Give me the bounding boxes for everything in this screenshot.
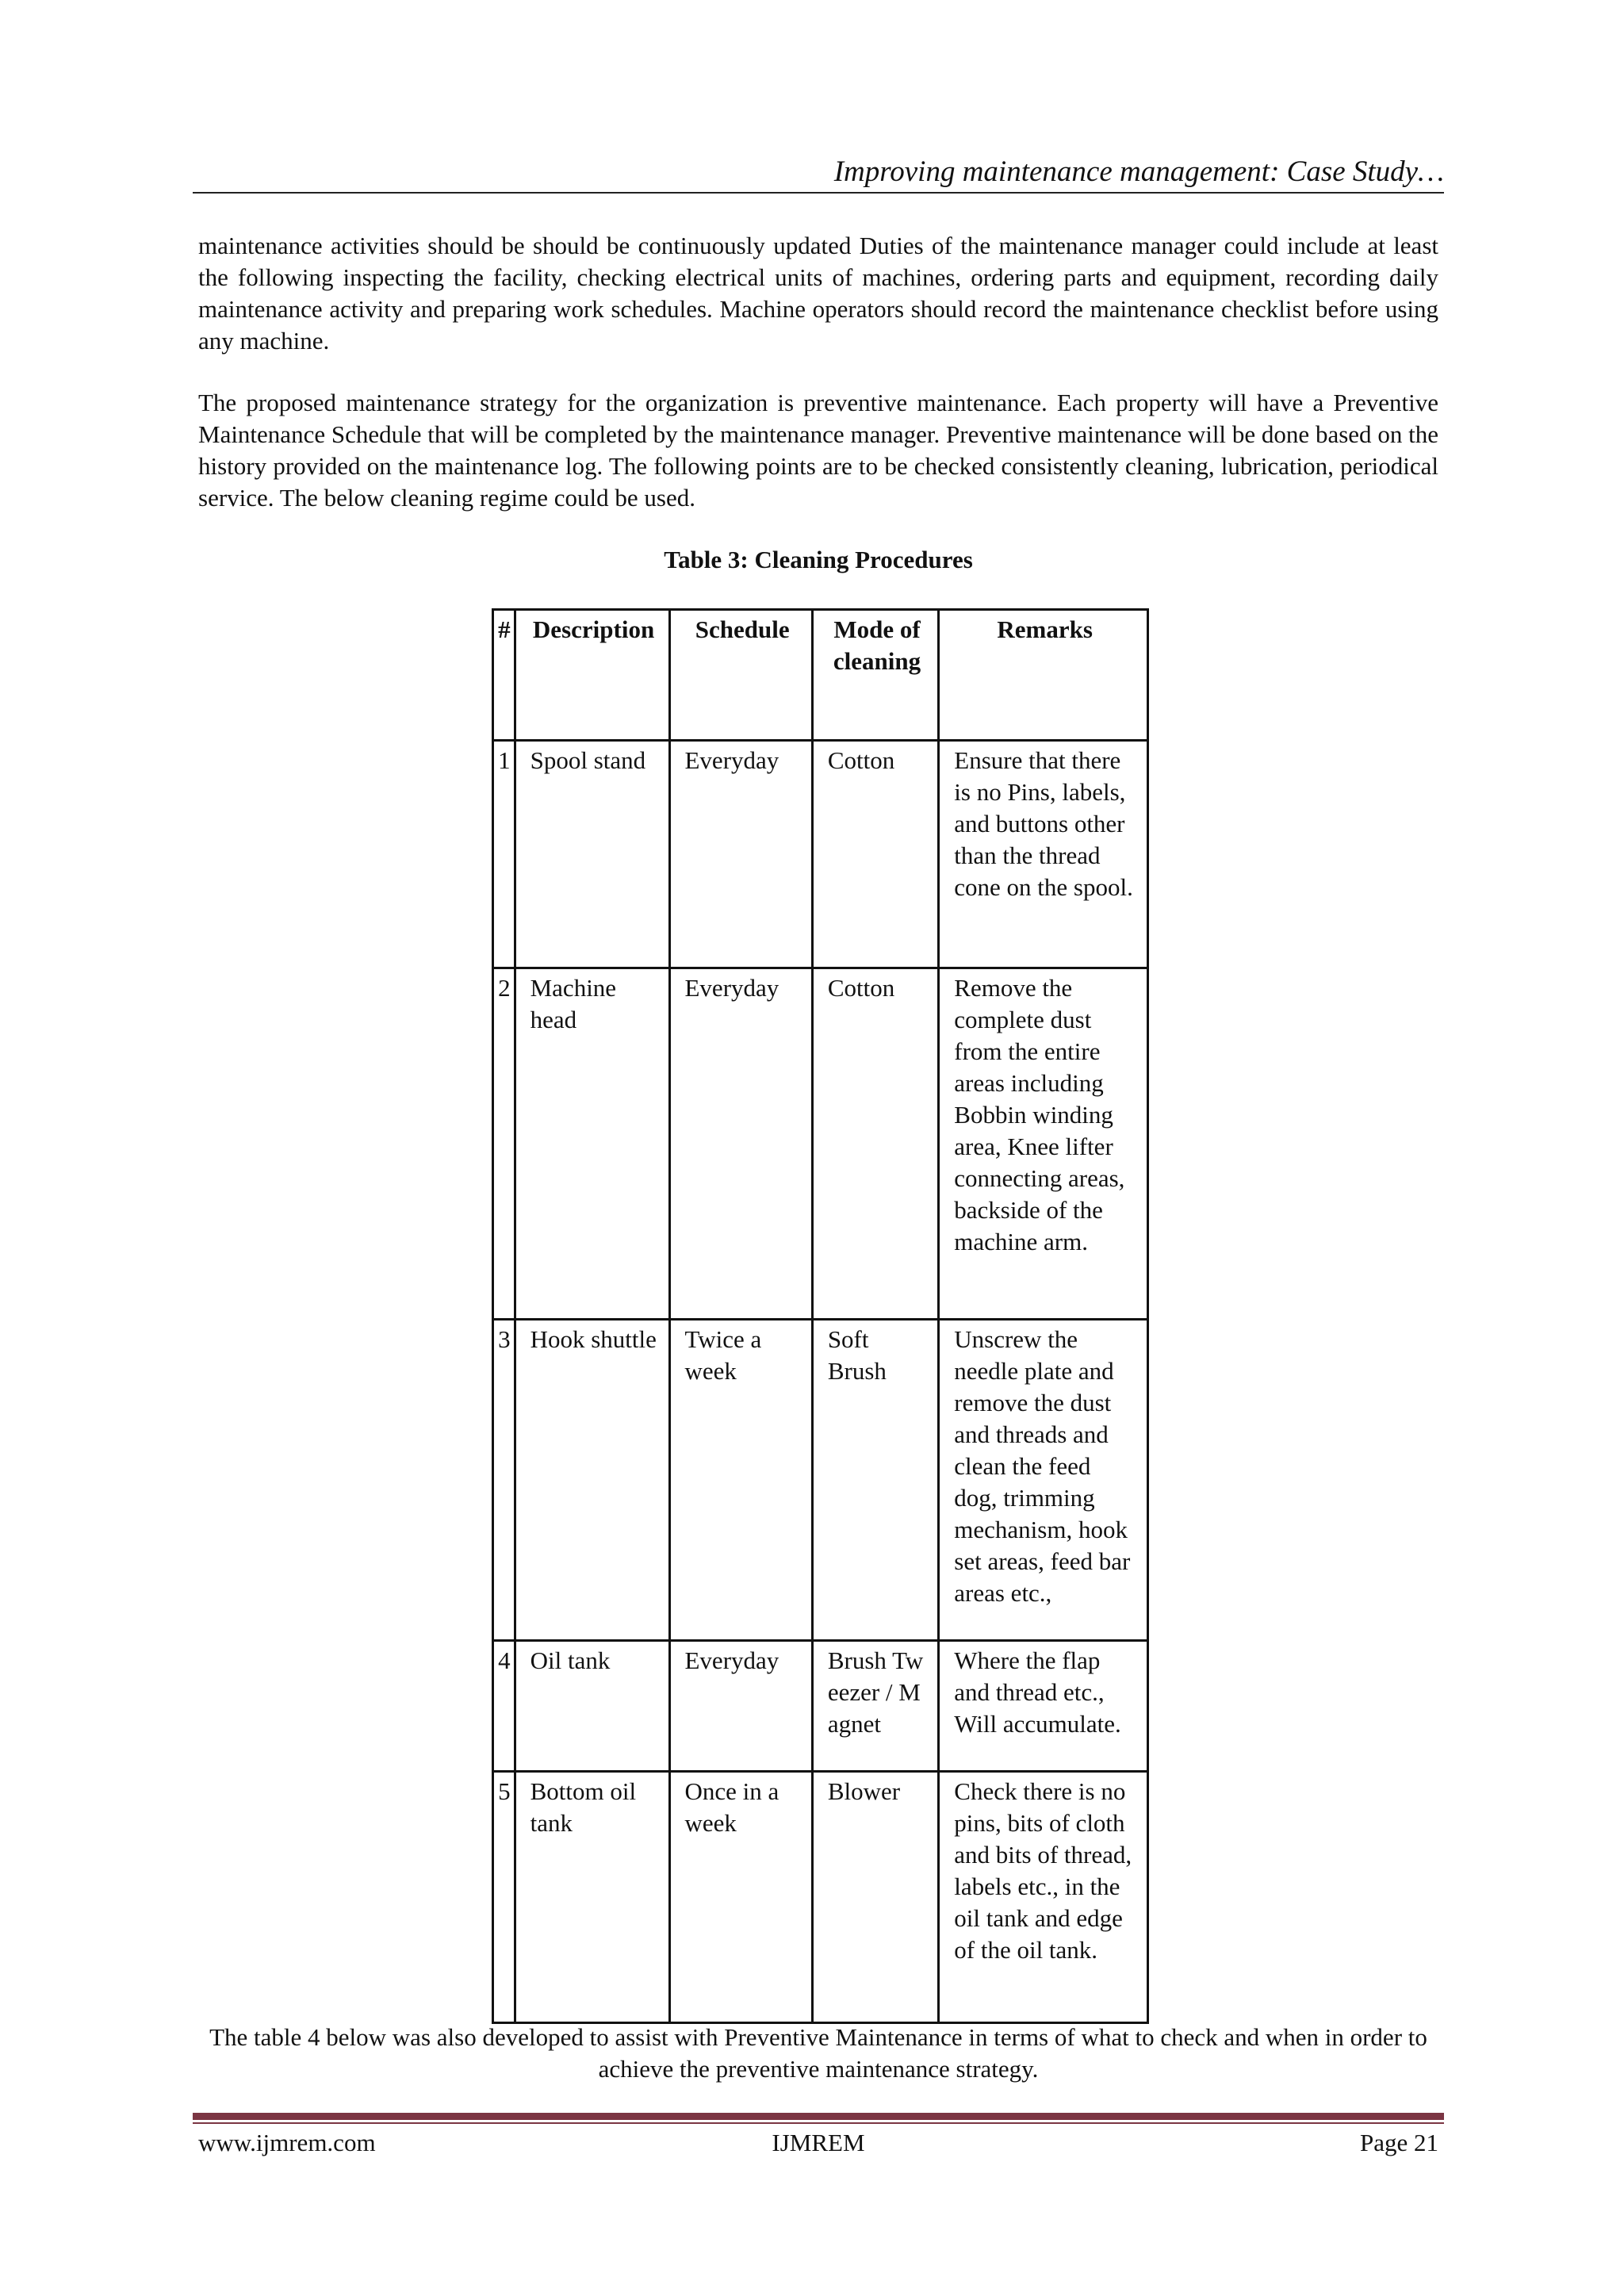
cell-schedule: Everyday (669, 968, 812, 1320)
cell-mode: Cotton (812, 968, 938, 1320)
table-header-row (493, 610, 1148, 741)
cell-description: Spool stand (515, 741, 669, 968)
header-mode: Mode of cleaning (812, 610, 938, 741)
paragraph-2: The proposed maintenance strategy for the organization is preventive maintenance. Each property will have a Preventive Maintenance Schedule that will be completed by the maintenance manager. Preventive maintenance will be done based on the history provided on the maintenance log. The following points are to be checked consistently cleaning, lubrication, periodical service. The below cleaning regime could be used. (198, 389, 1438, 512)
table-row (493, 968, 1148, 1320)
page-footer (198, 2125, 1438, 2160)
table-row (493, 1772, 1148, 2023)
running-header: Improving maintenance management: Case Study… (833, 155, 1444, 188)
paragraph-1: maintenance activities should be should be continuously updated Duties of the maintenance manager could include at least the following inspecting the facility, checking electrical units of machines, ordering parts and equipment, recording daily maintenance activity and preparing work schedules. Machine operators should record the maintenance checklist before using any machine. (198, 232, 1438, 355)
footer-rule (193, 2113, 1444, 2120)
cell-description: Machine head (515, 968, 669, 1320)
header-remarks: Remarks (939, 610, 1148, 741)
cell-number: 4 (493, 1641, 515, 1772)
header-description: Description (515, 610, 669, 741)
cell-schedule: Once in a week (669, 1772, 812, 2023)
cell-number: 1 (493, 741, 515, 968)
table-row (493, 741, 1148, 968)
cell-remarks: Ensure that there is no Pins, labels, and buttons other than the thread cone on the spool. (939, 741, 1148, 968)
cell-number: 2 (493, 968, 515, 1320)
cell-schedule: Everyday (669, 741, 812, 968)
footer-rule-thin (193, 2122, 1444, 2124)
header-schedule: Schedule (669, 610, 812, 741)
cell-schedule: Twice a week (669, 1320, 812, 1641)
cell-schedule: Everyday (669, 1641, 812, 1772)
table-caption: Table 3: Cleaning Procedures (664, 546, 973, 573)
cell-description: Oil tank (515, 1641, 669, 1772)
cell-remarks: Remove the complete dust from the entire areas including Bobbin winding area, Knee lifter connecting areas, backside of the machine arm. (939, 968, 1148, 1320)
cleaning-procedures-table (492, 608, 1149, 2024)
footer-page-number: Page 21 (1359, 2129, 1438, 2156)
cell-mode: Soft Brush (812, 1320, 938, 1641)
table-row (493, 1320, 1148, 1641)
footer-journal: IJMREM (772, 2129, 865, 2156)
cell-mode: Blower (812, 1772, 938, 2023)
header-rule (193, 192, 1444, 194)
cell-description: Hook shuttle (515, 1320, 669, 1641)
table-row (493, 1641, 1148, 1772)
header-number: # (493, 610, 515, 741)
cell-remarks: Unscrew the needle plate and remove the dust and threads and clean the feed dog, trimming mechanism, hook set areas, feed bar areas etc., (939, 1320, 1148, 1641)
cell-mode: Brush Tweezer / Magnet (812, 1641, 938, 1772)
footer-website-link[interactable]: www.ijmrem.com (198, 2129, 376, 2156)
cell-remarks: Check there is no pins, bits of cloth and bits of thread, labels etc., in the oil tank and edge of the oil tank. (939, 1772, 1148, 2023)
cell-mode: Cotton (812, 741, 938, 968)
cell-number: 5 (493, 1772, 515, 2023)
cell-remarks: Where the flap and thread etc., Will accumulate. (939, 1641, 1148, 1772)
cell-number: 3 (493, 1320, 515, 1641)
cell-description: Bottom oil tank (515, 1772, 669, 2023)
paragraph-3: The table 4 below was also developed to assist with Preventive Maintenance in terms of what to check and when in order to achieve the preventive maintenance strategy. (209, 2023, 1427, 2083)
